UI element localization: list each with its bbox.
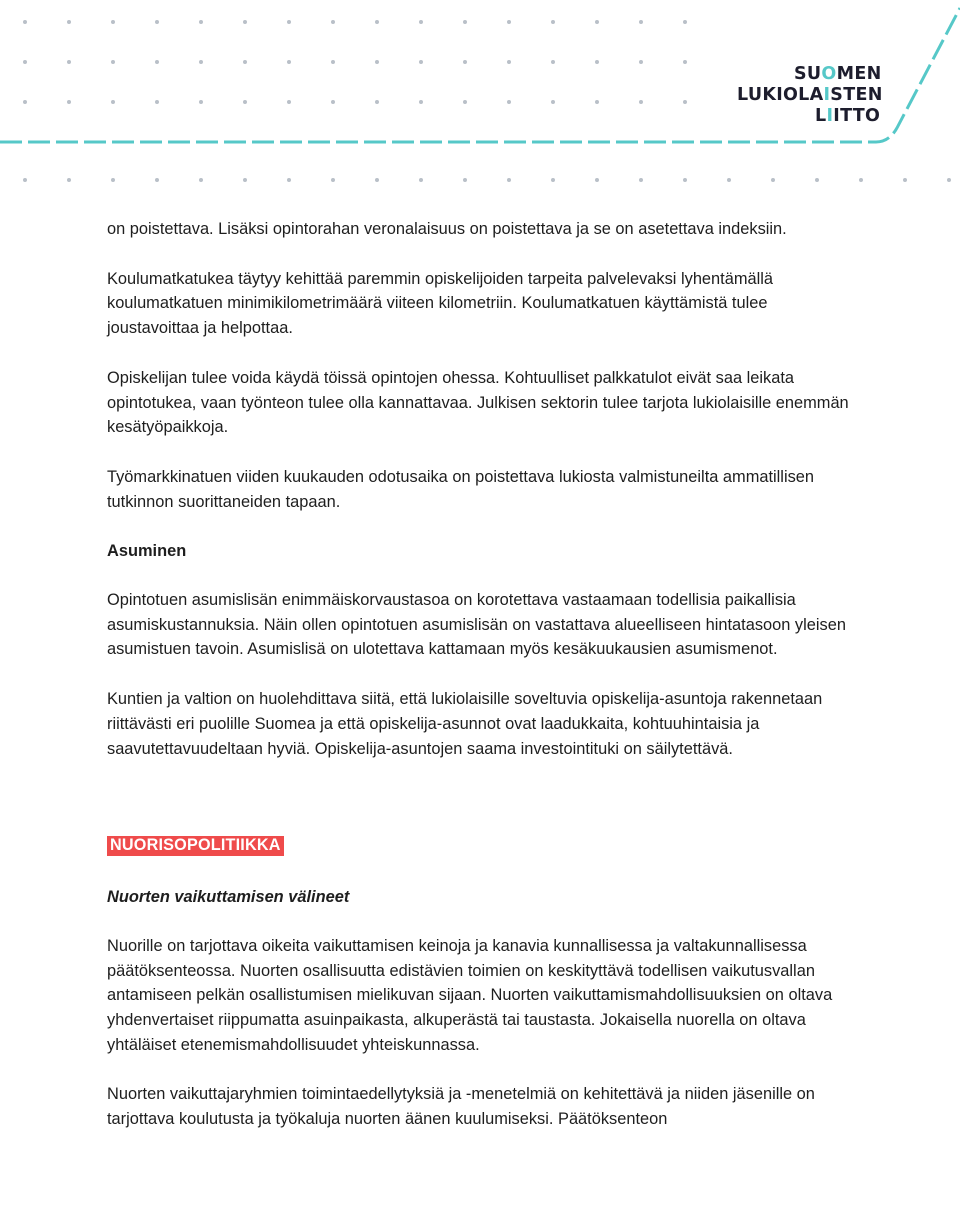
paragraph-opintoraha: on poistettava. Lisäksi opintorahan veronalaisuus on poistettava ja se on asetettava indeksiin. xyxy=(107,220,787,238)
logo-line-3: LIITTO xyxy=(815,106,881,126)
paragraph-vaikuttajaryhmat: Nuorten vaikuttajaryhmien toimintaedellytyksiä ja -menetelmiä on kehitettävä ja niiden jäsenille on tarjottava koulutusta ja työkaluja nuorten äänen kuulumiseksi. Päätöksenteon xyxy=(107,1085,815,1129)
suomen-lukiolaisten-liitto-logo xyxy=(737,64,883,127)
paragraph-vaikuttamisen-keinot: Nuorille on tarjottava oikeita vaikuttamisen keinoja ja kanavia kunnallisessa ja valtakunnallisessa päätöksenteossa. Nuorten osallisuutta edistävien toimien on keskityttävä todellisen vaikutusvallan antamiseen pelkän osallistumisen mielikuvan sijaan. Nuorten vaikuttamismahdollisuuksien on oltava yhdenvertaiset riippumatta asuinpaikasta, alkuperästä tai taustasta. Jokaisella nuorella on oltava yhtäläiset etenemismahdollisuudet yhteiskunnassa. xyxy=(107,936,833,1054)
logo-line-1: SUOMEN xyxy=(794,64,882,84)
paragraph-tyomarkkinatuki: Työmarkkinatuen viiden kuukauden odotusaika on poistettava lukiosta valmistuneilta ammatillisen tutkinnon suorittaneiden tapaan. xyxy=(107,467,815,511)
subheading-nuorten-vaikuttaminen: Nuorten vaikuttamisen välineet xyxy=(107,888,350,907)
section-banner-nuorisopolitiikka: NUORISOPOLITIIKKA xyxy=(107,836,284,856)
paragraph-koulumatkatuki: Koulumatkatukea täytyy kehittää paremmin opiskelijoiden tarpeita palvelevaksi lyhentämällä koulumatkatuen minimikilometrimäärä viiteen kilometriin. Koulumatkatuen käyttämistä tulee joustavoittaa ja helpottaa. xyxy=(107,269,773,338)
heading-asuminen: Asuminen xyxy=(107,542,187,561)
logo-line-2: LUKIOLAISTEN xyxy=(737,85,883,105)
paragraph-opiskelija-asunnot: Kuntien ja valtion on huolehdittava siitä, että lukiolaisille soveltuvia opiskelija-asuntoja rakennetaan riittävästi eri puolille Suomea ja että opiskelija-asunnot ovat laadukkaita, kohtuuhintaisia ja saavutettavuudeltaan hyviä. Opiskelija-asuntojen saama investointituki on säilytettävä. xyxy=(107,690,823,758)
document-body xyxy=(107,217,852,1157)
paragraph-tyonteko: Opiskelijan tulee voida käydä töissä opintojen ohessa. Kohtuulliset palkkatulot eivät saa leikata opintotukea, vaan työnteon tulee olla kannattavaa. Julkisen sektorin tulee tarjota lukiolaisille enemmän kesätyöpaikkoja. xyxy=(107,368,849,437)
paragraph-asumislisa: Opintotuen asumislisän enimmäiskorvaustasoa on korotettava vastaamaan todellisia paikallisia asumiskustannuksia. Näin ollen opintotuen asumislisän on vastattava alueelliseen hintatasoon yleisen asumistuen tavoin. Asumislisä on ulotettava kattamaan myös kesäkuukausien asumismenot. xyxy=(107,591,846,659)
